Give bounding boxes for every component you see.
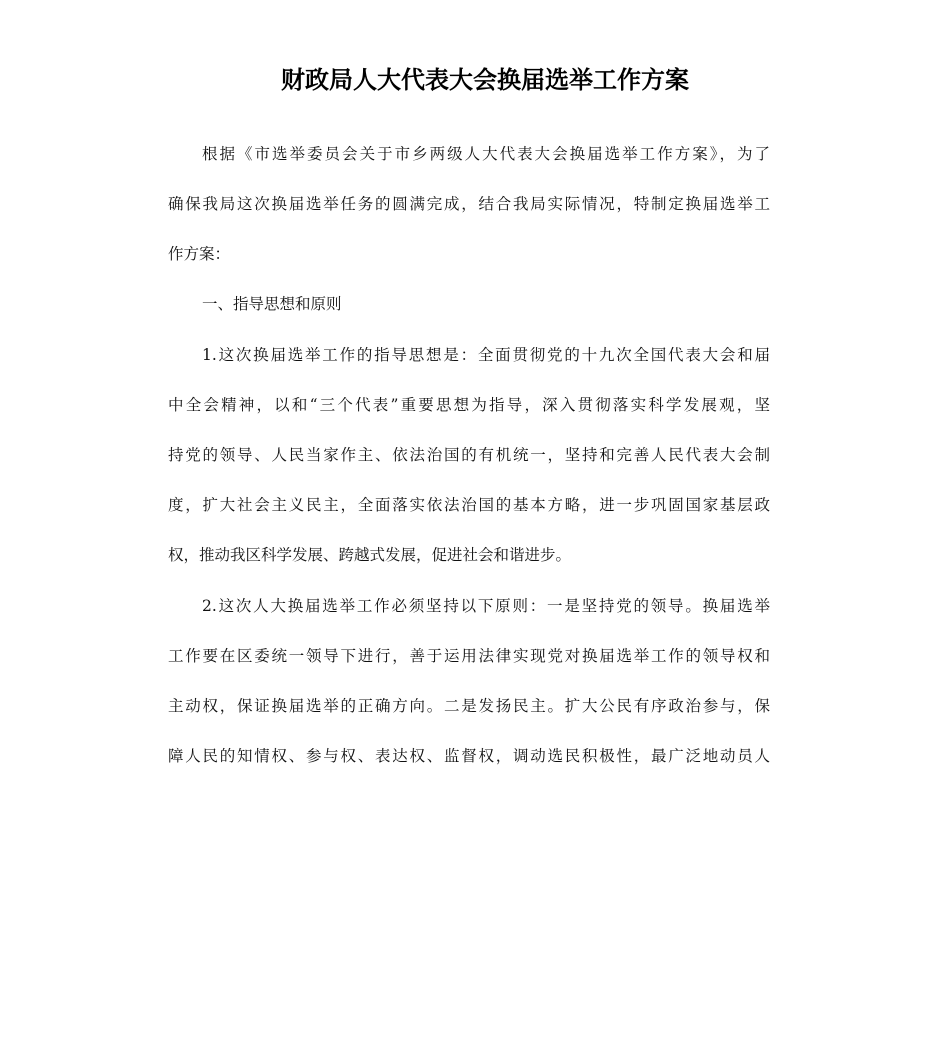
- paragraph-2-line-2: 中全会精神，以和“三个代表”重要思想为指导，深入贯彻落实科学发展观，坚: [168, 396, 770, 414]
- paragraph-1-line-3: 作方案：: [168, 245, 231, 263]
- paragraph-3-line-1: 2.这次人大换届选举工作必须坚持以下原则：一是坚持党的领导。换届选举: [202, 597, 770, 615]
- paragraph-2-line-5: 权，推动我区科学发展、跨越式发展，促进社会和谐进步。: [168, 546, 572, 564]
- paragraph-1-line-2: 确保我局这次换届选举任务的圆满完成，结合我局实际情况，特制定换届选举工: [168, 195, 770, 213]
- document-title: 财政局人大代表大会换届选举工作方案: [281, 66, 689, 94]
- paragraph-3-line-4: 障人民的知情权、参与权、表达权、监督权，调动选民积极性，最广泛地动员人: [168, 747, 770, 765]
- paragraph-2-line-1: 1.这次换届选举工作的指导思想是：全面贯彻党的十九次全国代表大会和届: [202, 346, 770, 364]
- paragraph-2-line-3: 持党的领导、人民当家作主、依法治国的有机统一，坚持和完善人民代表大会制: [168, 446, 770, 464]
- section-heading-1: 一、指导思想和原则: [202, 295, 342, 313]
- paragraph-3-line-3: 主动权，保证换届选举的正确方向。二是发扬民主。扩大公民有序政治参与，保: [168, 697, 770, 715]
- paragraph-2-line-4: 度，扩大社会主义民主，全面落实依法治国的基本方略，进一步巩固国家基层政: [168, 496, 770, 514]
- paragraph-1-line-1: 根据《市选举委员会关于市乡两级人大代表大会换届选举工作方案》，为了: [202, 145, 770, 163]
- paragraph-3-line-2: 工作要在区委统一领导下进行，善于运用法律实现党对换届选举工作的领导权和: [168, 647, 770, 665]
